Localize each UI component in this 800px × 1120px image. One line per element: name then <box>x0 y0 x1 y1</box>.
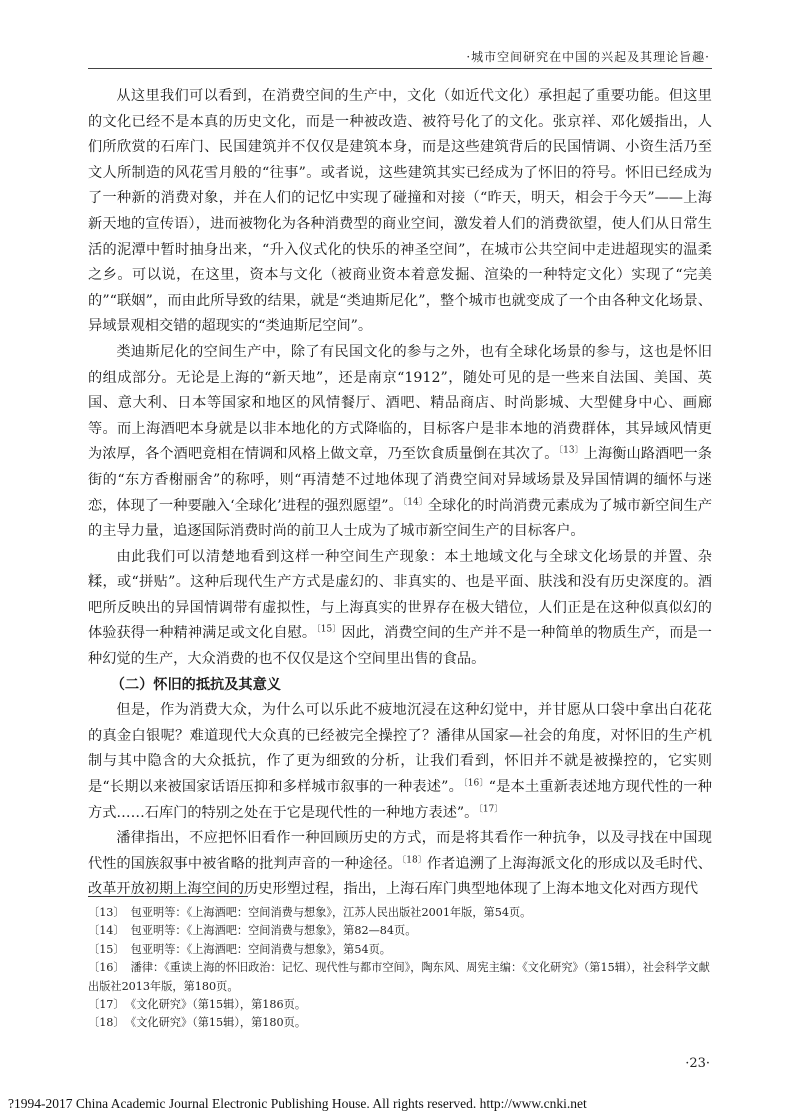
paragraph-text: 类迪斯尼化的空间生产中，除了有民国文化的参与之外，也有全球化场景的参与，这也是怀旧的组成部分。无论是上海的“新天地”，还是南京“1912”，随处可见的是一些来自法国、美国、英国、意大利、日本等国家和地区的风情餐厅、酒吧、精品商店、时尚影城、大型健身中心、画廊等。而上海酒吧本身就是以非本地化的方式降临的，目标客户是非本地的消费群体，其异域风情更为浓厚，各个酒吧竟相在情调和风格上做文章，乃至饮食质量倒在其次了。 <box>88 343 712 463</box>
paragraph-text: “是本土重新表述地方现代性的一种方式……石库门的特别之处在于它是现代性的一种地方表述”。 <box>88 779 712 821</box>
footnote-text: 包亚明等：《上海酒吧：空间消费与想象》，江苏人民出版社2001年版，第54页。 <box>130 906 532 919</box>
footnote-label: 〔15〕 <box>88 942 125 956</box>
footnote-label: 〔17〕 <box>88 998 125 1012</box>
footnote-reference: 〔13〕 <box>558 445 584 456</box>
running-header: ·城市空间研究在中国的兴起及其理论旨趣· <box>466 50 710 64</box>
footnote-label: 〔18〕 <box>88 1016 125 1030</box>
body-paragraph <box>88 698 712 826</box>
footnote-reference: 〔14〕 <box>402 496 428 507</box>
paragraph-text: 潘律指出，不应把怀旧看作一种回顾历史的方式，而是将其看作一种抗争，以及寻找在中国现代性的国族叙事中被省略的批判声音的一种途径。 <box>88 830 712 872</box>
footnote <box>88 904 712 922</box>
paragraph-text: 作者追溯了上海海派文化的形成以及毛时代、改革开放初期上海空间的历史形塑过程，指出，上海石库门典型地体现了上海本地文化对西方现代 <box>88 855 712 898</box>
paragraph-text: 但是，作为消费大众，为什么可以乐此不疲地沉浸在这种幻觉中，并甘愿从口袋中拿出白花花的真金白银呢？难道现代大众真的已经被完全操控了？潘律从国家—社会的角度，对怀旧的生产机制与其中隐含的大众抵抗，作了更为细致的分析，让我们看到，怀旧并不就是被操控的，它实则是“长期以来被国家话语压抑和多样城市叙事的一种表述”。 <box>88 702 712 796</box>
footnote-reference: 〔16〕 <box>463 778 489 789</box>
footnote-text: 潘律：《重读上海的怀旧政治：记忆、现代性与都市空间》，陶东风、周宪主编：《文化研究》（第15辑），社会科学文献出版社2013年版，第180页。 <box>88 961 710 993</box>
page-number: ·23· <box>685 1056 710 1071</box>
paragraph-text: 从这里我们可以看到，在消费空间的生产中，文化（如近代文化）承担起了重要功能。但这里的文化已经不是本真的历史文化，而是一种被改造、被符号化了的文化。张京祥、邓化媛指出，人们所欣赏的石库门、民国建筑并不仅仅是建筑本身，而是这些建筑背后的民国情调、小资生活乃至文人所制造的风花雪月般的“往事”。或者说，这些建筑其实已经成为了怀旧的符号。怀旧已经成为了一种新的消费对象，并在人们的记忆中实现了碰撞和对接（“昨天，明天，相会于今天”——上海新天地的宣传语），进而被物化为各种消费型的商业空间，激发着人们的消费欲望，使人们从日常生活的泥潭中暂时抽身出来，“升入仪式化的快乐的神圣空间”，在城市公共空间中走进超现实的温柔之乡。可以说，在这里，资本与文化（被商业资本着意发掘、渲染的一种特定文化）实现了“完美的”“联姻”，而由此所导致的结果，就是“类迪斯尼化”，整个城市也就变成了一个由各种文化场景、异域景观相交错的超现实的“类迪斯尼空间”。 <box>88 88 712 335</box>
footnote-reference: 〔17〕 <box>478 803 504 814</box>
footnote-label: 〔13〕 <box>88 906 125 919</box>
footnote-text: 《文化研究》（第15辑），第180页。 <box>130 1016 307 1030</box>
paragraph-text: 上海衡山路酒吧一条街的“东方香榭丽舍”的称呼，则“再清楚不过地体现了消费空间对异域场景及异国情调的缅怀与迷恋，体现了一种要融入‘全球化’进程的强烈愿望”。 <box>88 446 712 514</box>
footnote-text: 《文化研究》（第15辑），第186页。 <box>130 998 307 1012</box>
paragraph-text: 因此，消费空间的生产并不是一种简单的物质生产，而是一种幻觉的生产，大众消费的也不仅仅是这个空间里出售的食品。 <box>88 625 712 668</box>
body-paragraph <box>88 340 712 545</box>
body-paragraph <box>88 84 712 340</box>
header-rule <box>88 68 712 69</box>
footnote <box>88 941 712 959</box>
footnote <box>88 922 712 940</box>
footnote-reference: 〔15〕 <box>316 624 342 635</box>
article-body <box>88 84 712 903</box>
footnote-text: 包亚明等：《上海酒吧：空间消费与想象》，第54页。 <box>130 942 391 956</box>
footnote <box>88 959 712 996</box>
footnote-label: 〔16〕 <box>88 961 125 975</box>
footnote-text: 包亚明等：《上海酒吧：空间消费与想象》，第82—84页。 <box>130 924 417 938</box>
section-heading: （二）怀旧的抵抗及其意义 <box>110 676 281 693</box>
footnote <box>88 1014 712 1032</box>
footnote-reference: 〔18〕 <box>401 855 427 866</box>
paragraph-text: 由此我们可以清楚地看到这样一种空间生产现象：本土地域文化与全球文化场景的并置、杂糅，或“拼贴”。这种后现代生产方式是虚幻的、非真实的、也是平面、肤浅和没有历史深度的。酒吧所反映出的异国情调带有虚拟性，与上海真实的世界存在极大错位，人们正是在这种似真似幻的体验获得一种精神满足或文化自慰。 <box>88 548 712 642</box>
footnote-label: 〔14〕 <box>88 924 125 938</box>
footnote <box>88 996 712 1014</box>
body-paragraph <box>88 826 712 903</box>
footnote-rule <box>88 896 248 897</box>
paragraph-text: 全球化的时尚消费元素成为了城市新空间生产的主导力量，追逐国际消费时尚的前卫人士成为了城市新空间生产的目标客户。 <box>88 497 713 540</box>
copyright-line: ?1994-2017 China Academic Journal Electronic Publishing House. All rights reserved. http://www.cnki.net <box>8 1096 587 1111</box>
body-paragraph <box>88 545 712 673</box>
footnotes <box>88 904 712 1033</box>
